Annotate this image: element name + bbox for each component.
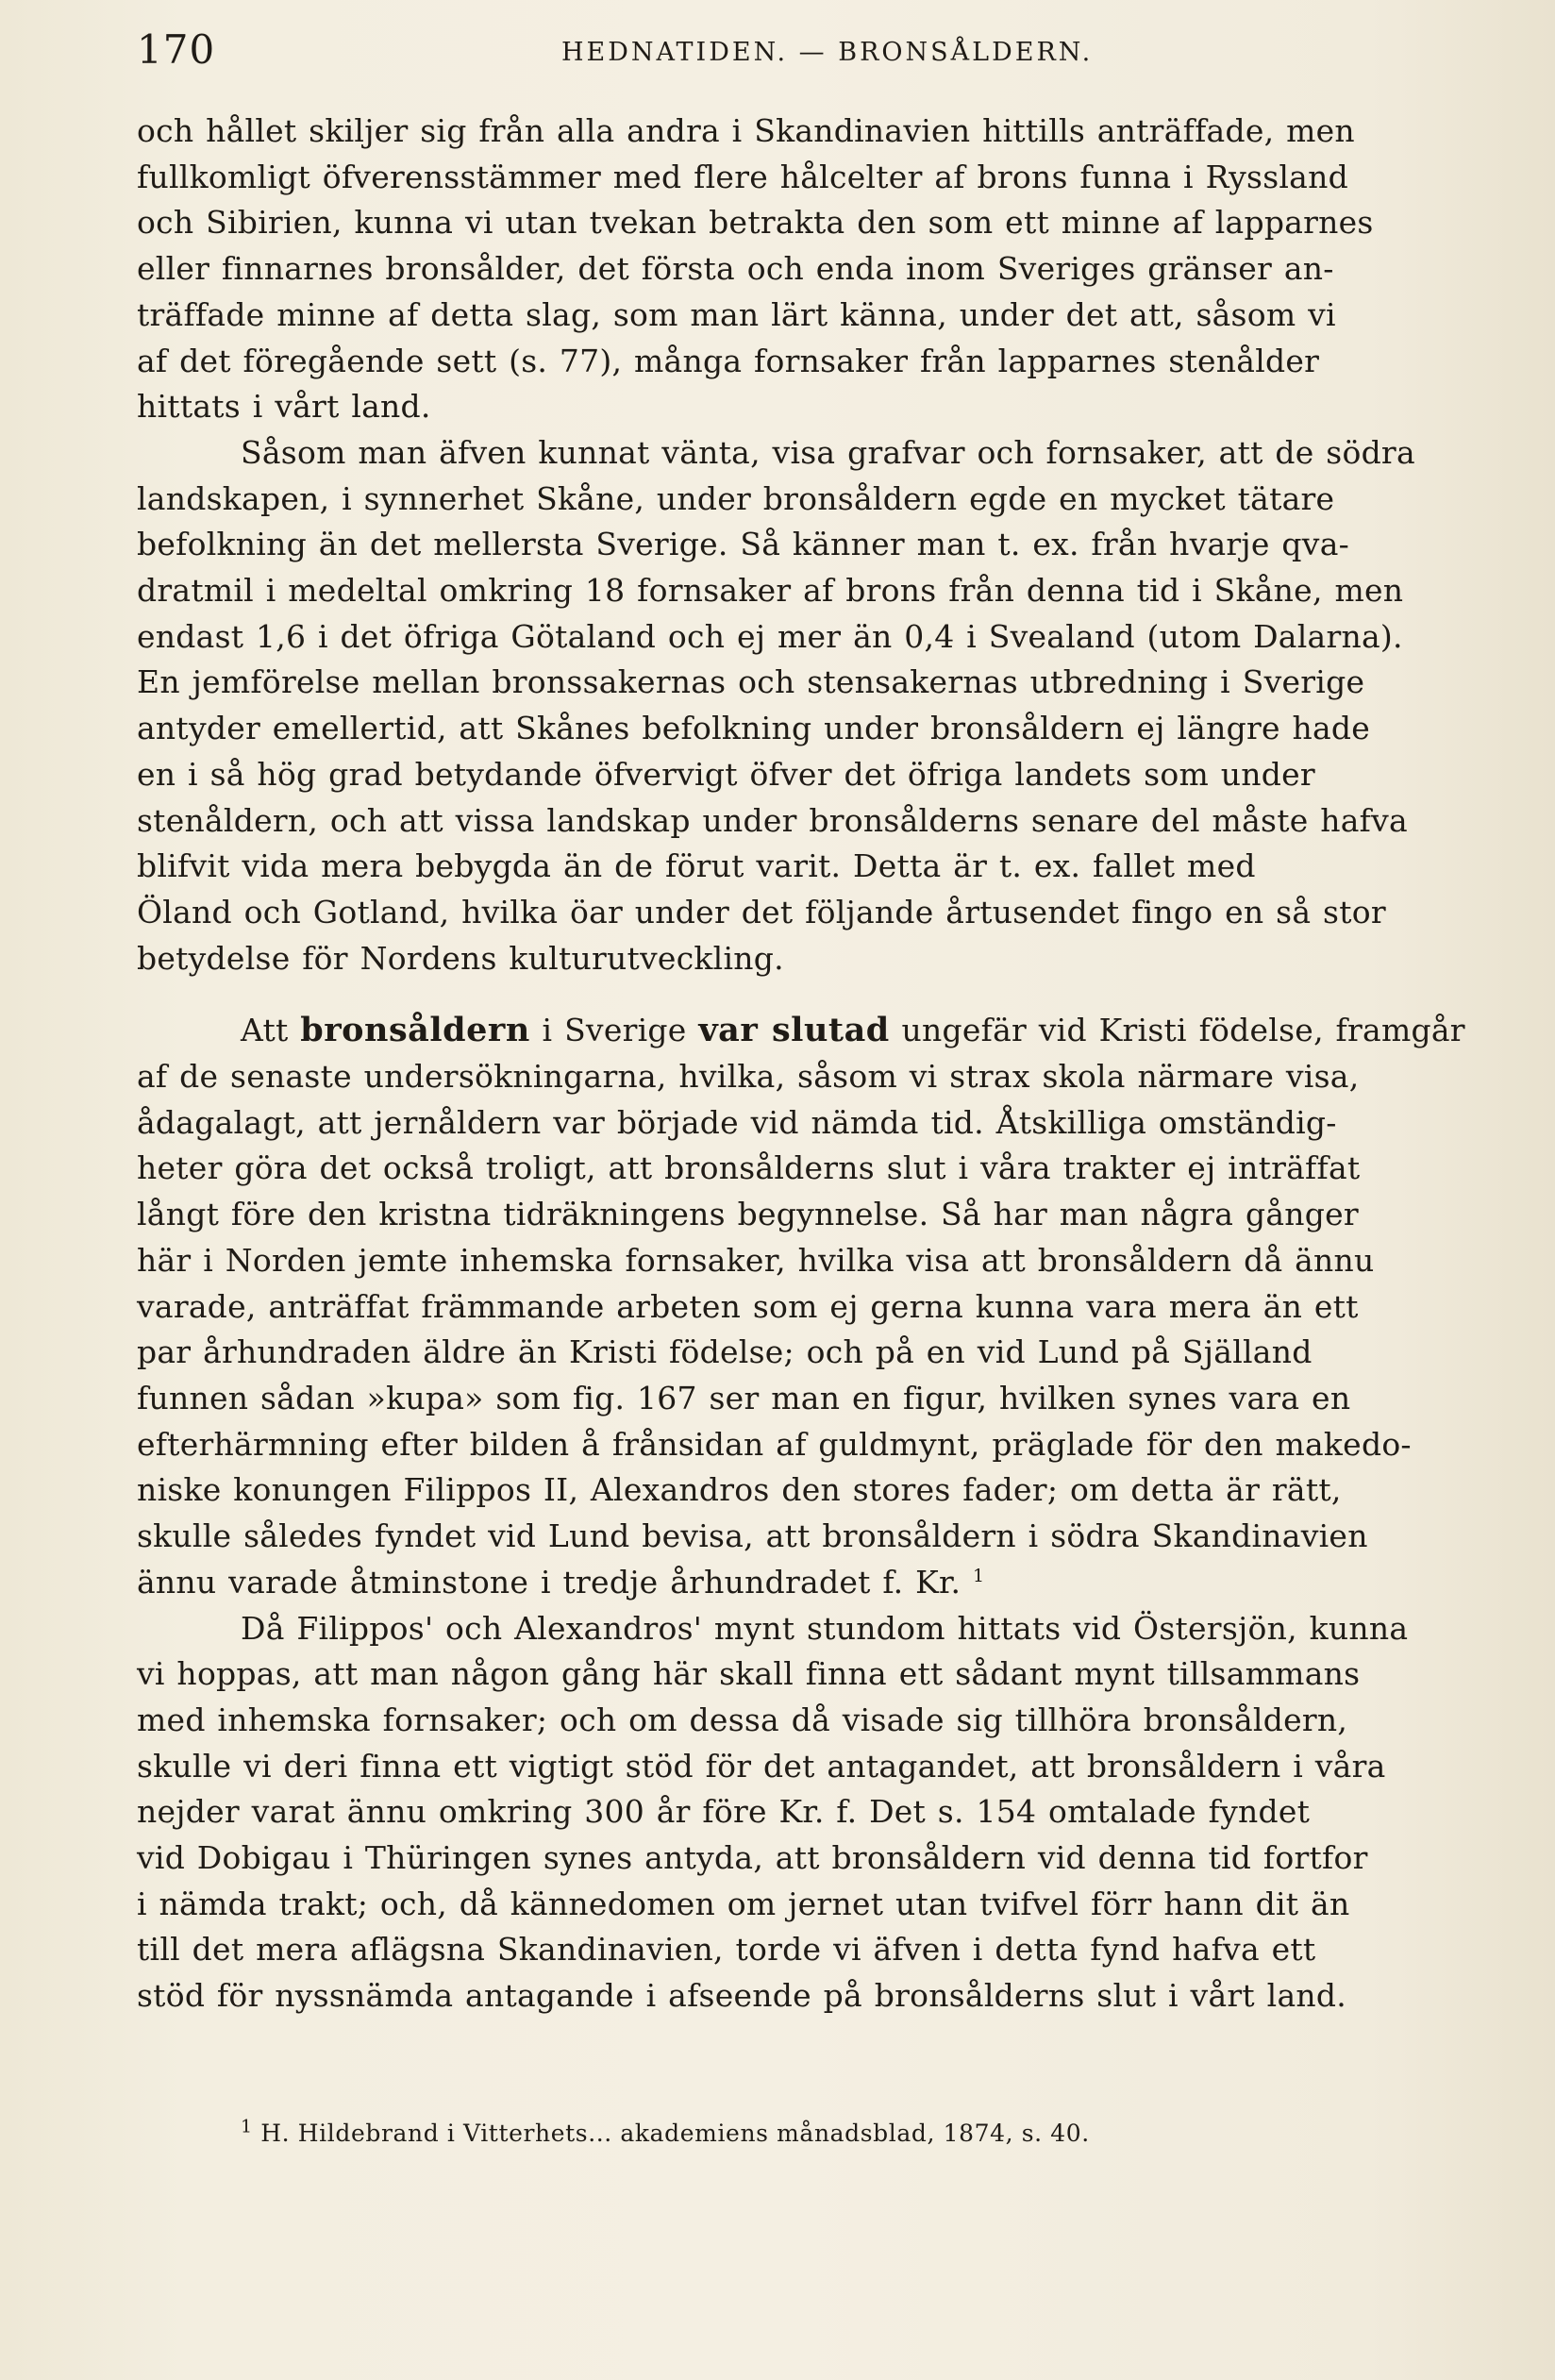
footnote-reference: 1	[972, 1565, 985, 1586]
text-line: här i Norden jemte inhemska fornsaker, hvilka visa att bronsåldern då ännu	[137, 1241, 1375, 1279]
text-line: landskapen, i synnerhet Skåne, under bronsåldern egde en mycket tätare	[137, 479, 1335, 517]
text-line: till det mera aflägsna Skandinavien, torde vi äfven i detta fynd hafva ett	[137, 1931, 1316, 1969]
footnote	[241, 2116, 1090, 2147]
text-line: i nämda trakt; och, då kännedomen om jernet utan tvifvel förr hann dit än	[137, 1885, 1350, 1922]
text-line: dratmil i medeltal omkring 18 fornsaker af brons från denna tid i Skåne, men	[137, 572, 1404, 610]
text-line: hittats i vårt land.	[137, 388, 431, 426]
text-line: en i så hög grad betydande öfvervigt öfver det öfriga landets som under	[137, 755, 1315, 793]
bold-term-bronze-age: bronsåldern	[300, 1011, 530, 1050]
text-line: Öland och Gotland, hvilka öar under det följande årtusendet fingo en så stor	[137, 893, 1386, 930]
text-line: blifvit vida mera bebygda än de förut varit. Detta är t. ex. fallet med	[137, 847, 1256, 885]
footnote-text: H. Hildebrand i Vitterhets... akademiens månadsblad, 1874, s. 40.	[252, 2120, 1090, 2147]
section-gap	[137, 981, 1505, 1008]
paragraph-1	[137, 109, 1505, 430]
text-line: vi hoppas, att man någon gång här skall finna ett sådant mynt tillsammans	[137, 1655, 1361, 1693]
lead-line	[137, 1008, 1505, 1054]
text-line: med inhemska fornsaker; och om dessa då visade sig tillhöra bronsåldern,	[137, 1701, 1348, 1738]
bold-term-ended: var slutad	[698, 1011, 890, 1050]
text-line: betydelse för Nordens kulturutveckling.	[137, 939, 784, 977]
text-line: stenåldern, och att vissa landskap under bronsålderns senare del måste hafva	[137, 801, 1408, 839]
running-head	[137, 26, 1411, 83]
text-line: varade, anträffat främmande arbeten som ej gerna kunna vara mera än ett	[137, 1287, 1359, 1325]
text-line: antyder emellertid, att Skånes befolkning under bronsåldern ej längre hade	[137, 710, 1371, 747]
lead-suffix: ungefär vid Kristi födelse, framgår	[889, 1012, 1465, 1049]
text-line: och Sibirien, kunna vi utan tvekan betrakta den som ett minne af lapparnes	[137, 204, 1374, 242]
text-line: skulle således fyndet vid Lund bevisa, att bronsåldern i södra Skandinavien	[137, 1517, 1368, 1555]
text-line: Såsom man äfven kunnat vänta, visa grafvar och fornsaker, att de södra	[241, 433, 1415, 471]
text-line: skulle vi deri finna ett vigtigt stöd för det antagandet, att bronsåldern i våra	[137, 1747, 1386, 1785]
text-line: par århundraden äldre än Kristi födelse; och på en vid Lund på Själland	[137, 1333, 1313, 1371]
text-line: funnen sådan »kupa» som fig. 167 ser man en figur, hvilken synes vara en	[137, 1379, 1351, 1416]
text-line: och hållet skiljer sig från alla andra i Skandinavien hittills anträffade, men	[137, 112, 1355, 149]
text-line: af de senaste undersökningarna, hvilka, såsom vi strax skola närmare visa,	[137, 1058, 1360, 1096]
lead-middle: i Sverige	[529, 1012, 699, 1049]
text-line: niske konungen Filippos II, Alexandros den stores fader; om detta är rätt,	[137, 1471, 1342, 1509]
text-line: eller finnarnes bronsålder, det första och enda inom Sveriges gränser an-	[137, 250, 1334, 288]
text-line: vid Dobigau i Thüringen synes antyda, att bronsåldern vid denna tid fortfor	[137, 1839, 1368, 1877]
page-number: 170	[137, 26, 216, 73]
footnote-mark: 1	[241, 2116, 253, 2137]
text-line: träffade minne af detta slag, som man lärt känna, under det att, såsom vi	[137, 295, 1336, 333]
text-line: stöd för nyssnämda antagande i afseende på bronsålderns slut i vårt land.	[137, 1977, 1346, 2015]
body-text	[137, 109, 1505, 2020]
text-line: Då Filippos' och Alexandros' mynt stundom hittats vid Östersjön, kunna	[241, 1609, 1409, 1647]
text-line: efterhärmning efter bilden å frånsidan af guldmynt, präglade för den makedo-	[137, 1425, 1412, 1463]
text-line: heter göra det också troligt, att bronsålderns slut i våra trakter ej inträffat	[137, 1149, 1361, 1187]
text-line: endast 1,6 i det öfriga Götaland och ej mer än 0,4 i Svealand (utom Dalarna).	[137, 617, 1403, 655]
text-line: befolkning än det mellersta Sverige. Så känner man t. ex. från hvarje qva-	[137, 526, 1350, 563]
text-line: långt före den kristna tidräkningens begynnelse. Så har man några gånger	[137, 1196, 1359, 1233]
text-line: fullkomligt öfverensstämmer med flere hålcelter af brons funna i Ryssland	[137, 158, 1348, 195]
last-line	[137, 1560, 1505, 1606]
last-line-text: ännu varade åtminstone i tredje århundradet f. Kr.	[137, 1563, 961, 1601]
text-line: ådagalagt, att jernåldern var började vid nämda tid. Åtskilliga omständig-	[137, 1103, 1337, 1141]
text-line: En jemförelse mellan bronssakernas och stensakernas utbredning i Sverige	[137, 663, 1365, 701]
paragraph-4	[137, 1606, 1505, 2020]
lead-prefix: Att	[241, 1012, 301, 1049]
paragraph-2	[137, 430, 1505, 981]
paragraph-3	[137, 1008, 1505, 1605]
text-line: af det föregående sett (s. 77), många fornsaker från lapparnes stenålder	[137, 342, 1320, 379]
running-title: HEDNATIDEN. — BRONSÅLDERN.	[561, 38, 1094, 67]
text-line: nejder varat ännu omkring 300 år före Kr. f. Det s. 154 omtalade fyndet	[137, 1793, 1311, 1831]
